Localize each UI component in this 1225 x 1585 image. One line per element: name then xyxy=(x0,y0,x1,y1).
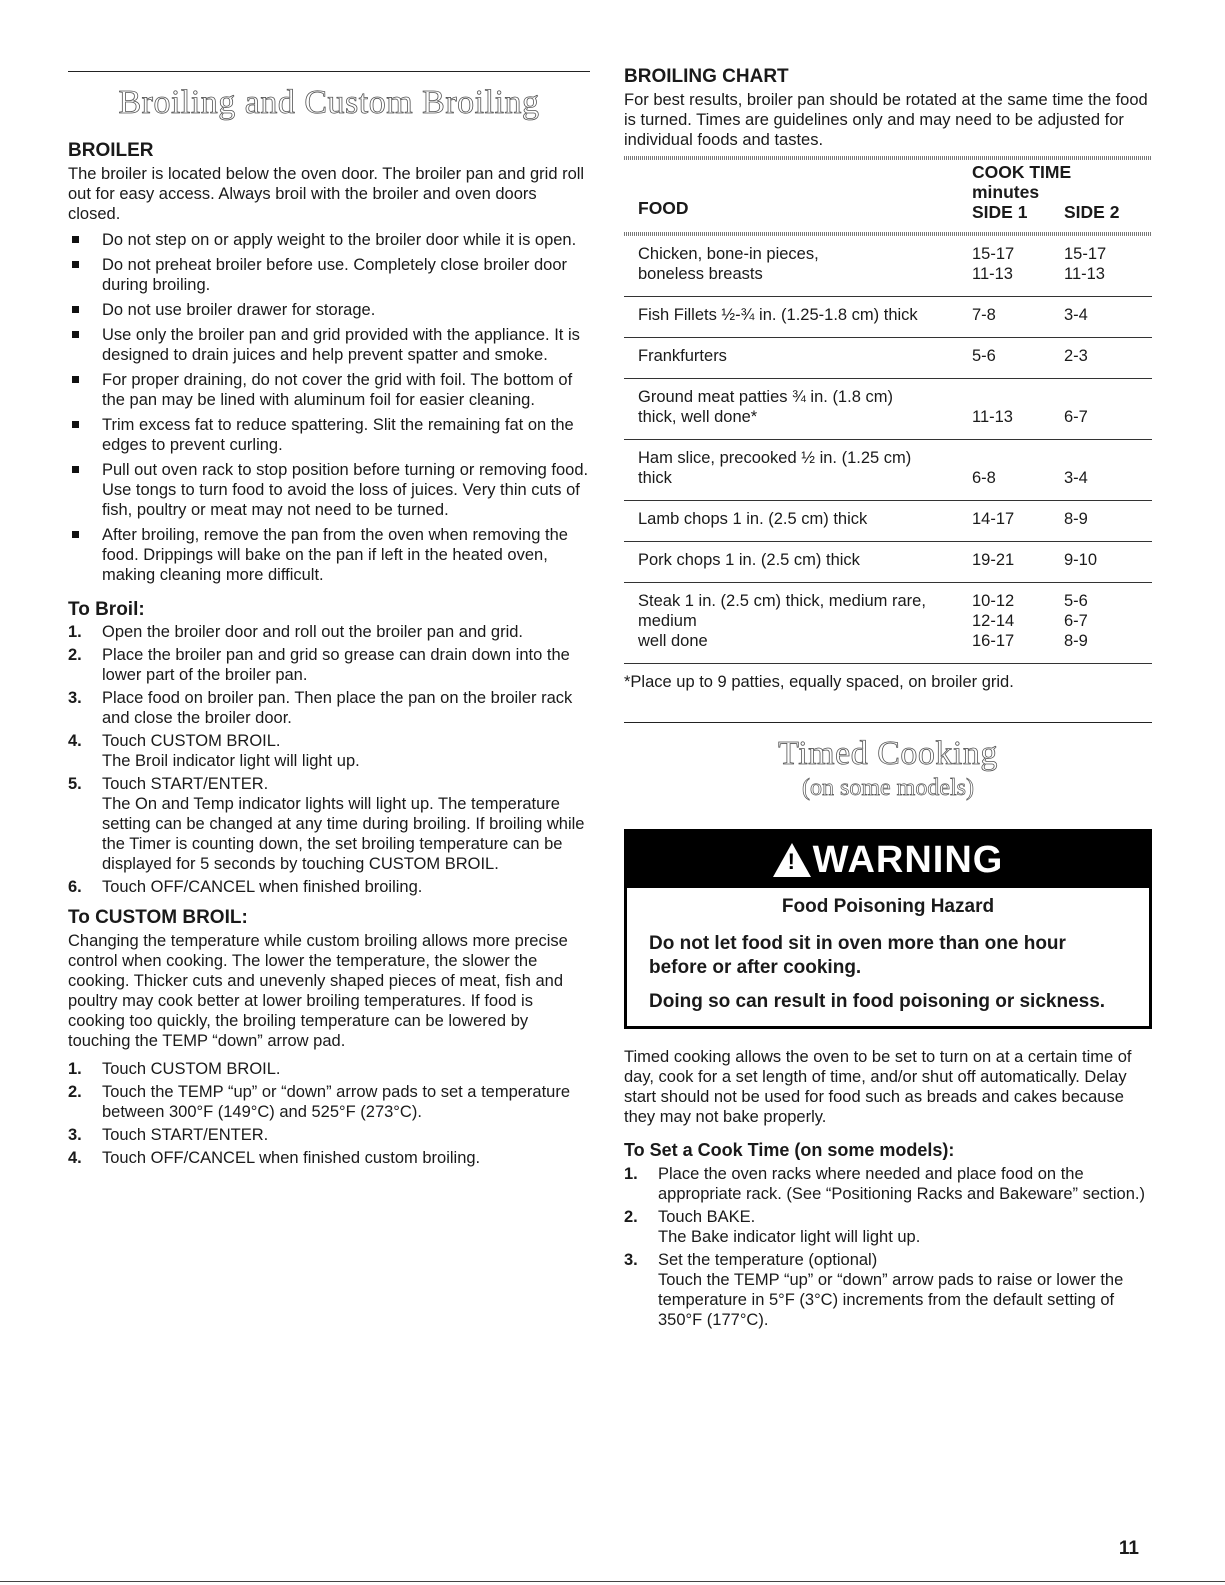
step-item xyxy=(68,877,590,897)
step-item xyxy=(68,1059,590,1079)
chart-cell-line xyxy=(972,448,1064,468)
step-text: Touch CUSTOM BROIL. xyxy=(102,1060,281,1078)
step-item xyxy=(624,1207,1152,1247)
timed-rule xyxy=(624,722,1152,723)
chart-row xyxy=(624,542,1152,583)
chart-cell-food xyxy=(624,583,972,664)
step-number: 4. xyxy=(68,1149,82,1167)
broiler-intro: The broiler is located below the oven door. The broiler pan and grid roll out for easy access. Always broil with the broiler and oven doors closed. xyxy=(68,165,585,223)
broiler-bullet-list xyxy=(68,230,590,585)
chart-cell-line: 3-4 xyxy=(1064,306,1088,324)
chart-cell-line xyxy=(1064,448,1152,468)
chart-row xyxy=(624,236,1152,297)
chart-cell-food xyxy=(624,501,972,542)
chart-cell-side2 xyxy=(1064,542,1152,583)
step-text: Touch START/ENTER. xyxy=(102,775,269,793)
chart-cell-food xyxy=(624,440,972,501)
chart-cell-side2 xyxy=(1064,297,1152,338)
step-subtext: Touch the TEMP “up” or “down” arrow pads to raise or lower the temperature in 5°F (3°C) increments from the default setting of 350°F (177°C). xyxy=(658,1271,1124,1329)
food-header: FOOD xyxy=(638,198,689,218)
chart-cell-line: Steak 1 in. (2.5 cm) thick, medium rare, xyxy=(638,592,926,610)
step-item xyxy=(624,1250,1152,1330)
step-number: 5. xyxy=(68,775,82,793)
chart-cell-line: 15-17 xyxy=(972,245,1015,263)
step-subtext: The Broil indicator light will light up. xyxy=(102,752,360,770)
chart-cell-side1 xyxy=(972,583,1064,664)
cook-time-heading: To Set a Cook Time (on some models): xyxy=(624,1140,955,1160)
chart-cell-line: 8-9 xyxy=(1064,632,1088,650)
chart-cell-food xyxy=(624,236,972,297)
bottom-rule xyxy=(0,1581,1225,1582)
step-item xyxy=(68,1082,590,1122)
step-item xyxy=(68,1148,590,1168)
chart-row xyxy=(624,338,1152,379)
step-text: Touch CUSTOM BROIL. xyxy=(102,732,281,750)
broiler-bullet-item: Do not step on or apply weight to the broiler door while it is open. xyxy=(68,230,590,250)
warning-bar xyxy=(627,832,1149,888)
page-number: 11 xyxy=(1118,1538,1139,1559)
chart-cell-line: boneless breasts xyxy=(638,265,763,283)
broiler-bullet-item: After broiling, remove the pan from the oven when removing the food. Drippings will bake on the pan if left in the heated oven, making cleaning more difficult. xyxy=(68,525,590,585)
step-item xyxy=(68,774,590,874)
chart-cell-line: 2-3 xyxy=(1064,347,1088,365)
step-item xyxy=(68,731,590,771)
chart-cell-side1 xyxy=(972,297,1064,338)
chart-cell-line: 10-12 xyxy=(972,592,1015,610)
broiling-chart-table xyxy=(624,236,1152,664)
chart-row xyxy=(624,440,1152,501)
warning-message-2: Doing so can result in food poisoning or sickness. xyxy=(649,991,1106,1012)
chart-intro: For best results, broiler pan should be rotated at the same time the food is turned. Times are guidelines only and may need to be adjusted for individual foods and tastes. xyxy=(624,91,1148,149)
broiler-bullet-item: Do not preheat broiler before use. Completely close broiler door during broiling. xyxy=(68,255,590,295)
chart-cell-line: Pork chops 1 in. (2.5 cm) thick xyxy=(638,551,860,569)
step-item xyxy=(624,1164,1152,1204)
step-number: 6. xyxy=(68,878,82,896)
chart-row xyxy=(624,379,1152,440)
chart-cell-side2 xyxy=(1064,583,1152,664)
step-text: Open the broiler door and roll out the broiler pan and grid. xyxy=(102,623,524,641)
chart-cell-side2 xyxy=(1064,338,1152,379)
step-item xyxy=(68,688,590,728)
custom-broil-steps xyxy=(68,1059,590,1168)
to-broil-steps xyxy=(68,622,590,897)
chart-cell-side2 xyxy=(1064,236,1152,297)
chart-cell-side1 xyxy=(972,440,1064,501)
chart-cell-line: 3-4 xyxy=(1064,469,1088,487)
chart-cell-food xyxy=(624,338,972,379)
chart-cell-line: medium xyxy=(638,612,697,630)
broiler-bullet-item: Do not use broiler drawer for storage. xyxy=(68,300,590,320)
chart-cell-line: well done xyxy=(638,632,708,650)
chart-cell-line: 11-13 xyxy=(972,265,1013,283)
step-number: 1. xyxy=(624,1165,638,1183)
warning-signal-word: WARNING xyxy=(812,838,1004,881)
chart-cell-line: Ham slice, precooked ½ in. (1.25 cm) xyxy=(638,449,912,467)
broiler-bullet-item: For proper draining, do not cover the grid with foil. The bottom of the pan may be lined with aluminum foil for easier cleaning. xyxy=(68,370,590,410)
warning-box xyxy=(624,829,1152,1029)
chart-cell-line: 6-8 xyxy=(972,469,996,487)
chart-cell-line: Lamb chops 1 in. (2.5 cm) thick xyxy=(638,510,868,528)
step-number: 2. xyxy=(68,646,82,664)
broiler-bullet-item: Use only the broiler pan and grid provided with the appliance. It is designed to drain juices and help prevent spatter and smoke. xyxy=(68,325,590,365)
chart-footnote: *Place up to 9 patties, equally spaced, on broiler grid. xyxy=(624,673,1014,691)
chart-cell-line: 12-14 xyxy=(972,612,1015,630)
chart-cell-line: Fish Fillets ½-¾ in. (1.25-1.8 cm) thick xyxy=(638,306,918,324)
step-text: Touch START/ENTER. xyxy=(102,1126,269,1144)
step-number: 2. xyxy=(68,1083,82,1101)
chart-cell-line: thick, well done* xyxy=(638,408,758,426)
chart-cell-line: Frankfurters xyxy=(638,347,727,365)
chart-cell-line: thick xyxy=(638,469,672,487)
chart-row xyxy=(624,501,1152,542)
timed-title: Timed Cooking xyxy=(778,735,998,772)
step-number: 3. xyxy=(624,1251,638,1269)
chart-header xyxy=(624,160,1152,228)
chart-cell-line: 7-8 xyxy=(972,306,996,324)
chart-cell-side1 xyxy=(972,236,1064,297)
section-rule xyxy=(68,71,590,72)
side1-header: SIDE 1 xyxy=(972,202,1028,222)
chart-cell-side2 xyxy=(1064,379,1152,440)
chart-cell-line: 9-10 xyxy=(1064,551,1098,569)
to-broil-heading: To Broil: xyxy=(68,599,145,620)
chart-cell-side2 xyxy=(1064,440,1152,501)
chart-row xyxy=(624,583,1152,664)
step-subtext: The On and Temp indicator lights will light up. The temperature setting can be changed at any time during broiling. If broiling while the Timer is counting down, the set broiling temperature can be displayed for 5 seconds by touching CUSTOM BROIL. xyxy=(102,795,585,873)
section-title: Broiling and Custom Broiling xyxy=(118,84,540,121)
minutes-header: minutes xyxy=(972,182,1040,202)
chart-cell-line: 19-21 xyxy=(972,551,1015,569)
custom-broil-heading: To CUSTOM BROIL: xyxy=(68,907,248,928)
chart-cell-line: 15-17 xyxy=(1064,245,1107,263)
chart-cell-line xyxy=(972,387,1064,407)
timed-subtitle: (on some models) xyxy=(802,775,974,801)
chart-cell-line: 6-7 xyxy=(1064,612,1088,630)
side2-header: SIDE 2 xyxy=(1064,202,1120,222)
chart-cell-line xyxy=(1064,387,1152,407)
step-subtext: The Bake indicator light will light up. xyxy=(658,1228,921,1246)
chart-cell-line: 16-17 xyxy=(972,632,1015,650)
broiler-heading: BROILER xyxy=(68,140,154,161)
chart-heading: BROILING CHART xyxy=(624,66,789,87)
chart-cell-line: 5-6 xyxy=(1064,592,1088,610)
step-number: 3. xyxy=(68,689,82,707)
chart-cell-line: 5-6 xyxy=(972,347,996,365)
step-text: Touch OFF/CANCEL when finished custom broiling. xyxy=(102,1149,481,1167)
step-item xyxy=(68,645,590,685)
chart-row xyxy=(624,297,1152,338)
step-item xyxy=(68,1125,590,1145)
chart-cell-food xyxy=(624,542,972,583)
step-number: 2. xyxy=(624,1208,638,1226)
step-text: Touch OFF/CANCEL when finished broiling. xyxy=(102,878,423,896)
step-number: 1. xyxy=(68,1060,82,1078)
chart-cell-line: Ground meat patties ¾ in. (1.8 cm) xyxy=(638,388,893,406)
warning-triangle-icon: ! xyxy=(773,843,811,877)
chart-cell-food xyxy=(624,379,972,440)
chart-cell-side1 xyxy=(972,338,1064,379)
step-item xyxy=(68,622,590,642)
step-number: 1. xyxy=(68,623,82,641)
chart-cell-side1 xyxy=(972,542,1064,583)
cook-time-header: COOK TIME xyxy=(972,162,1072,182)
timed-intro: Timed cooking allows the oven to be set to turn on at a certain time of day, cook for a set length of time, and/or shut off automatically. Delay start should not be used for food such as breads and cakes because they may not bake properly. xyxy=(624,1048,1132,1126)
step-text: Place the broiler pan and grid so grease can drain down into the lower part of the broiler pan. xyxy=(102,646,570,684)
step-number: 4. xyxy=(68,732,82,750)
cook-time-steps xyxy=(624,1164,1152,1330)
step-number: 3. xyxy=(68,1126,82,1144)
chart-cell-line: 8-9 xyxy=(1064,510,1088,528)
chart-cell-line: 11-13 xyxy=(1064,265,1105,283)
chart-cell-food xyxy=(624,297,972,338)
step-text: Place the oven racks where needed and place food on the appropriate rack. (See “Positioning Racks and Bakeware” section.) xyxy=(658,1165,1145,1203)
chart-cell-line: 11-13 xyxy=(972,408,1013,426)
warning-body xyxy=(627,888,1149,1026)
right-column xyxy=(624,0,1152,1333)
step-text: Set the temperature (optional) xyxy=(658,1251,878,1269)
chart-cell-side1 xyxy=(972,379,1064,440)
left-column xyxy=(68,0,590,1171)
broiler-bullet-item: Pull out oven rack to stop position before turning or removing food. Use tongs to turn food to avoid the loss of juices. Very thin cuts of fish, poultry or meat may not need to be turned. xyxy=(68,460,590,520)
custom-broil-intro: Changing the temperature while custom broiling allows more precise control when cooking. The lower the temperature, the slower the cooking. Thicker cuts and unevenly shaped pieces of meat, fish and poultry may cook better at lower broiling temperatures. If food is cooking too quickly, the broiling temperature can be lowered by touching the TEMP “down” arrow pad. xyxy=(68,932,568,1050)
chart-cell-line: 6-7 xyxy=(1064,408,1088,426)
warning-message-1: Do not let food sit in oven more than one hour before or after cooking. xyxy=(649,933,1066,978)
step-text: Place food on broiler pan. Then place the pan on the broiler rack and close the broiler door. xyxy=(102,689,573,727)
chart-cell-side1 xyxy=(972,501,1064,542)
step-text: Touch BAKE. xyxy=(658,1208,756,1226)
step-text: Touch the TEMP “up” or “down” arrow pads to set a temperature between 300°F (149°C) and 525°F (273°C). xyxy=(102,1083,571,1121)
warning-hazard: Food Poisoning Hazard xyxy=(781,896,995,917)
chart-cell-line: 14-17 xyxy=(972,510,1015,528)
chart-cell-line: Chicken, bone-in pieces, xyxy=(638,245,819,263)
broiler-bullet-item: Trim excess fat to reduce spattering. Slit the remaining fat on the edges to prevent curling. xyxy=(68,415,590,455)
chart-cell-side2 xyxy=(1064,501,1152,542)
